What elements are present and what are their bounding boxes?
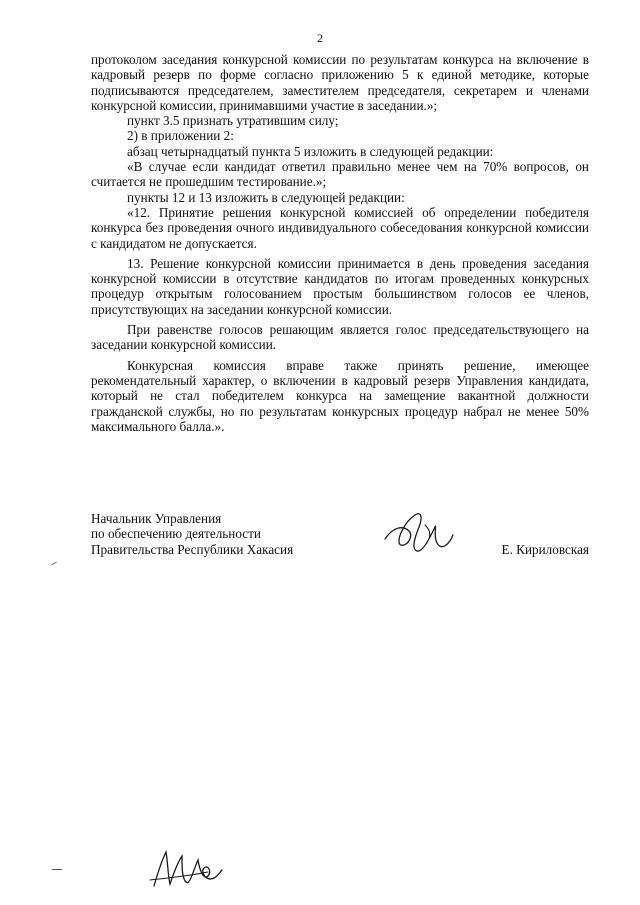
signature-block: [91, 511, 589, 561]
signatory-title: [91, 511, 293, 557]
signatory-title-line: Правительства Республики Хакасия: [91, 541, 294, 557]
signatory-title-line: Начальник Управления: [91, 511, 222, 526]
paragraph: протоколом заседания конкурсной комиссии по результатам конкурса на включение в кадровый резерв по форме согласно приложению 5 к единой методике, которые подписываются председателем, заместителем председателя, секретарем и членами конкурсной комиссии, принимавшими участие в заседании.»;: [91, 52, 589, 113]
paragraph: пункт 3.5 признать утратившим силу;: [127, 113, 339, 129]
scan-mark: [52, 869, 62, 870]
handwritten-signature: [381, 505, 461, 561]
paragraph: пункты 12 и 13 изложить в следующей редакции:: [127, 189, 405, 205]
scan-speck: [51, 562, 57, 566]
signatory-name: Е. Кириловская: [501, 542, 589, 557]
paragraph: 2) в приложении 2:: [127, 128, 234, 144]
paragraph: «12. Принятие решения конкурсной комиссией об определении победителя конкурса без проведения очного индивидуального собеседования конкурсной комиссии с кандидатом не допускается.: [91, 204, 589, 251]
handwritten-initials: [148, 842, 226, 892]
document-body: [91, 52, 589, 434]
paragraph: абзац четырнадцатый пункта 5 изложить в следующей редакции:: [127, 143, 494, 159]
paragraph: «В случае если кандидат ответил правильно менее чем на 70% вопросов, он считается не прошедшим тестирование.»;: [91, 159, 589, 190]
paragraph: При равенстве голосов решающим является голос председательствующего на заседании конкурсной комиссии.: [91, 322, 589, 353]
paragraph: 13. Решение конкурсной комиссии принимается в день проведения заседания конкурсной комиссии в отсутствие кандидатов по итогам проведенных конкурсных процедур открытым голосованием простым большинством голосов ее членов, присутствующих на заседании конкурсной комиссии.: [91, 255, 589, 317]
page-number: 2: [317, 31, 323, 45]
paragraph: Конкурсная комиссия вправе также принять решение, имеющее рекомендательный характер, о включении в кадровый резерв Управления кандидата, который не стал победителем конкурса на замещение вакантной должности гражданской службы, но по результатам конкурсных процедур набрал не менее 50% максимального балла.».: [91, 357, 589, 434]
signatory-title-line: по обеспечению деятельности: [91, 526, 261, 542]
